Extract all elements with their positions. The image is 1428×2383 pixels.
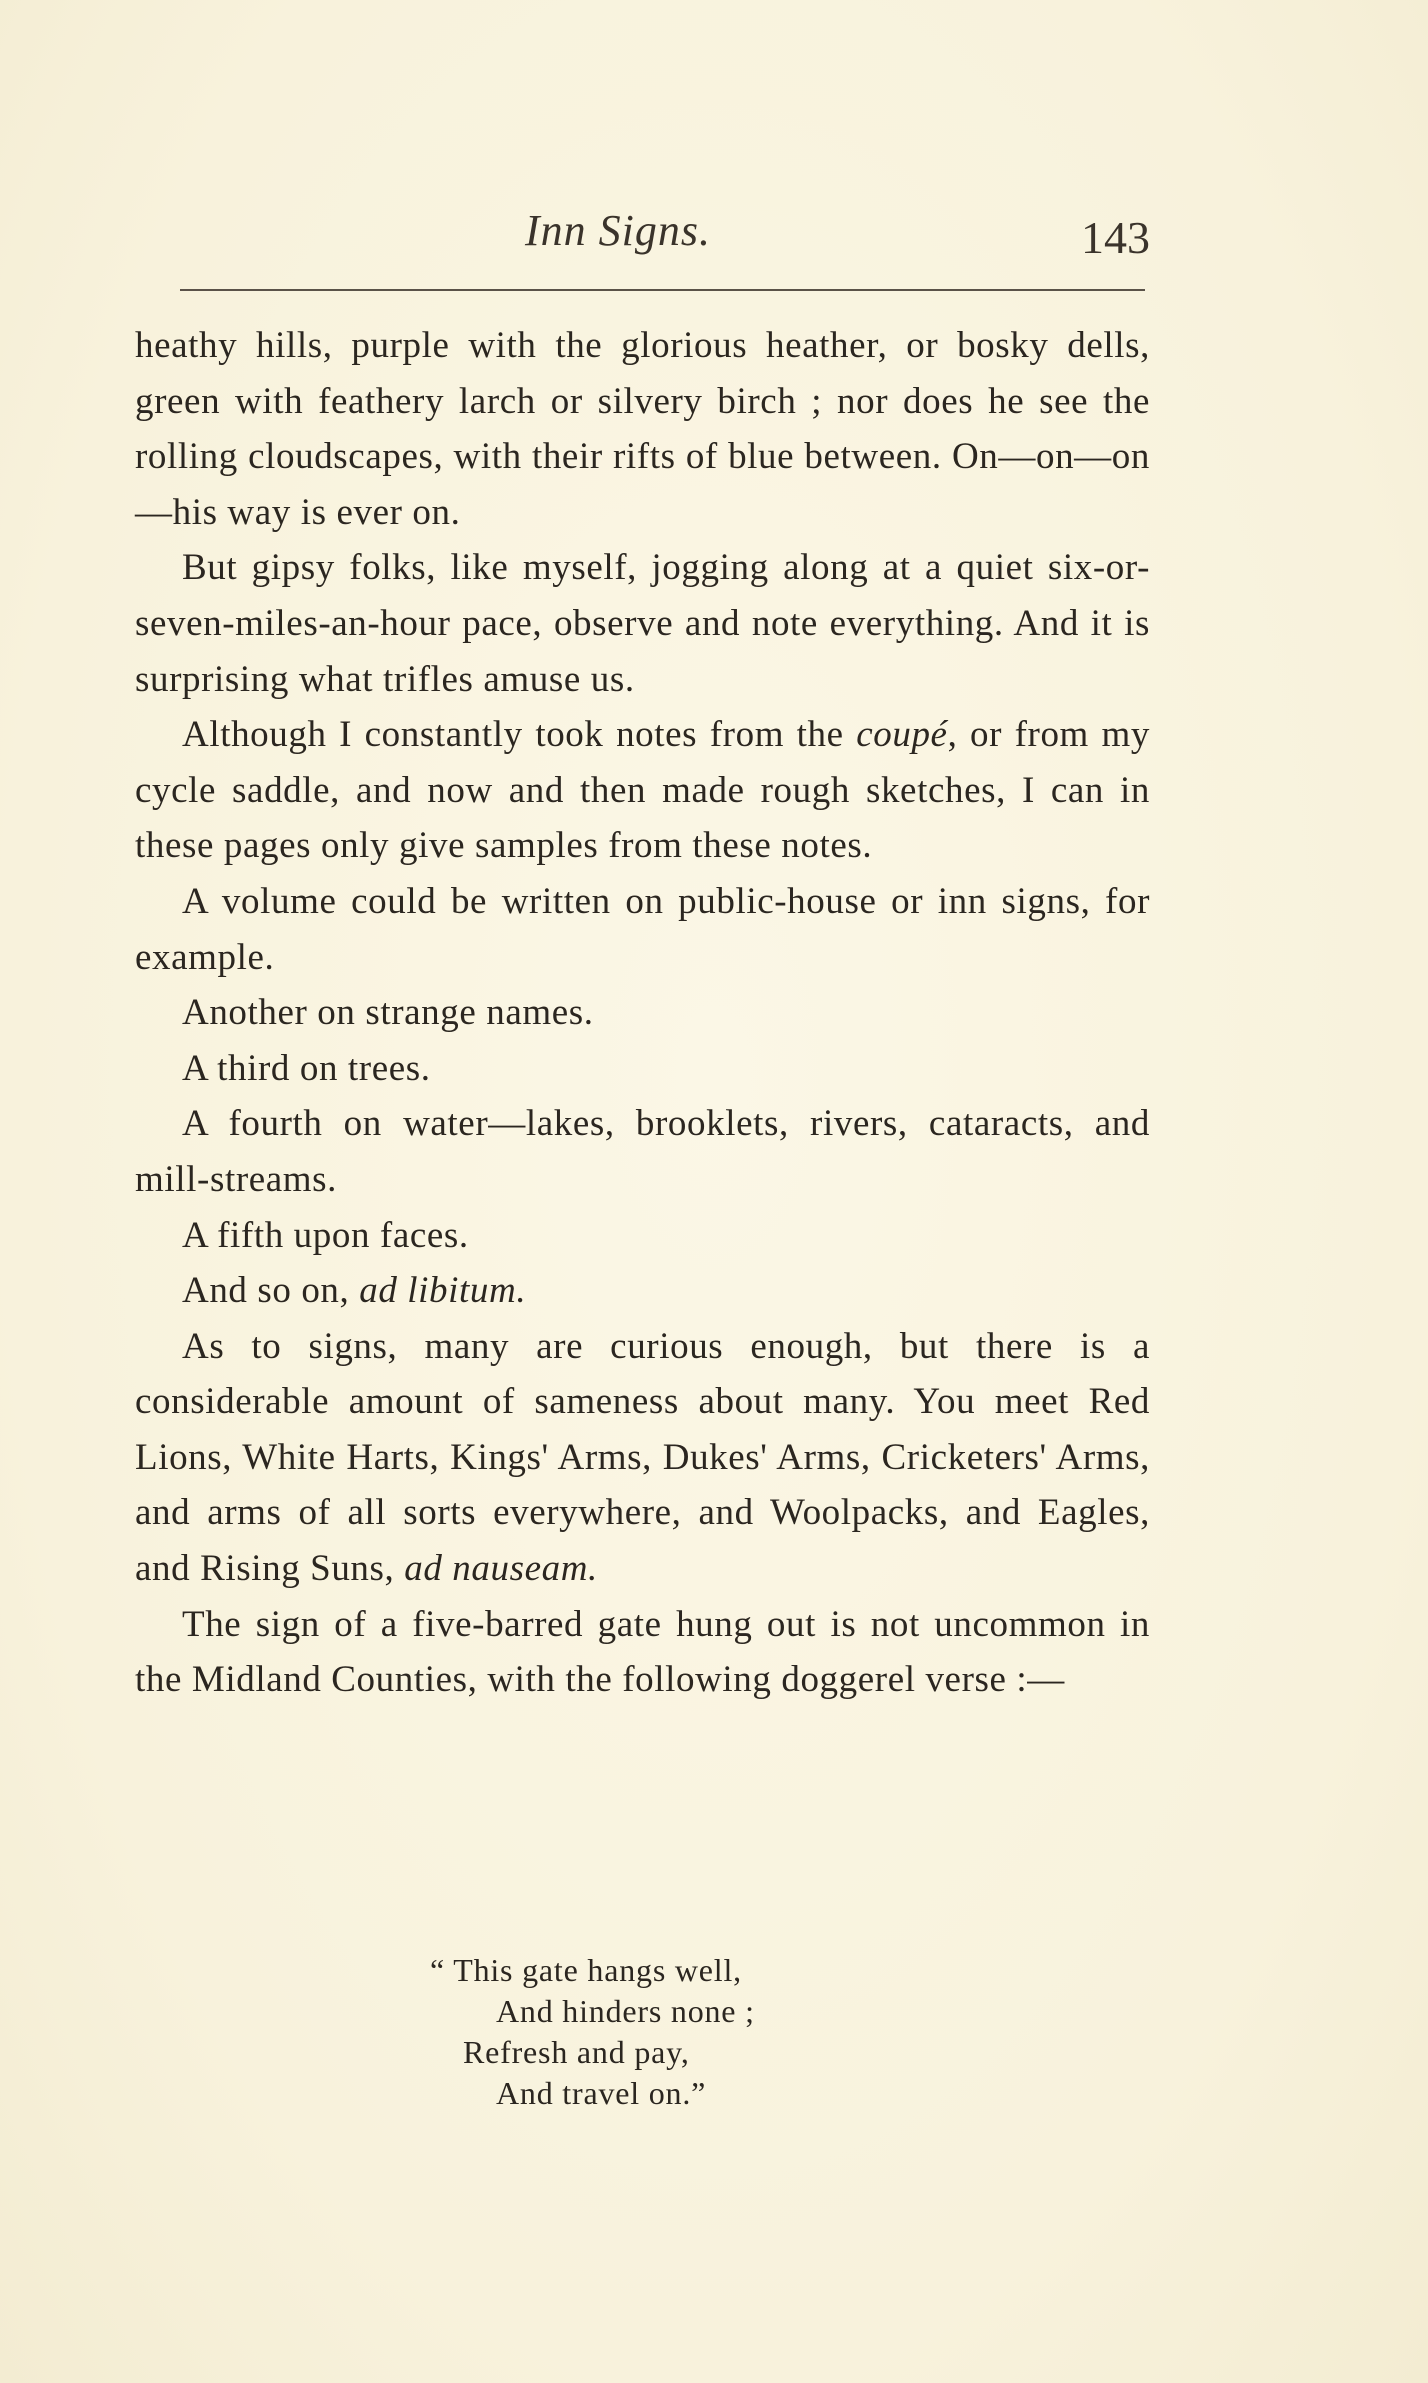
paragraph xyxy=(135,985,1150,1041)
header-rule xyxy=(180,289,1145,291)
text-run: A fourth on water—lakes, brooklets, rivers, cataracts, and mill-streams. xyxy=(135,1103,1150,1200)
paragraph xyxy=(135,1096,1150,1207)
italic-phrase: coupé xyxy=(856,714,948,756)
page-header xyxy=(180,205,1150,275)
text-run: And so on, xyxy=(182,1270,360,1312)
paragraph xyxy=(135,1041,1150,1097)
text-run: Although I constantly took notes from the xyxy=(182,714,857,756)
paragraph xyxy=(135,540,1150,707)
verse-line: Refresh and pay, xyxy=(463,2034,690,2070)
verse-line: And travel on.” xyxy=(496,2075,707,2111)
verse-block xyxy=(430,1950,755,2114)
text-run: heathy hills, purple with the glorious heather, or bosky dells, green with feathery larch or silvery birch ; nor does he see the rolling cloudscapes, with their rifts of blue between. On—on—on—his way is ever on. xyxy=(135,325,1150,533)
text-run: As to signs, many are curious enough, but there is a considerable amount of sameness about many. You meet Red Lions, White Harts, Kings' Arms, Dukes' Arms, Cricketers' Arms, and arms of all sorts everywhere, and Woolpacks, and Eagles, and Rising Suns, xyxy=(135,1325,1150,1590)
body-text xyxy=(135,318,1150,1708)
paragraph xyxy=(135,1208,1150,1264)
text-run: A fifth upon faces. xyxy=(182,1214,469,1256)
paragraph xyxy=(135,707,1150,874)
page-number: 143 xyxy=(1081,212,1150,263)
text-run: The sign of a five-barred gate hung out is not uncommon in the Midland Counties, with the following doggerel verse :— xyxy=(135,1603,1150,1701)
paragraph xyxy=(135,874,1150,985)
paragraph xyxy=(135,1263,1150,1319)
italic-phrase: ad nauseam. xyxy=(404,1548,598,1590)
paragraph xyxy=(135,1597,1150,1708)
paragraph xyxy=(135,1319,1150,1597)
text-run: , or from my cycle saddle, and now and then made rough sketches, I can in these pages only give samples from these notes. xyxy=(135,714,1150,867)
running-head: Inn Signs. xyxy=(525,206,711,255)
text-run: A volume could be written on public-house or inn signs, for example. xyxy=(135,880,1150,978)
paragraph xyxy=(135,318,1150,540)
verse-line: “ This gate hangs well, xyxy=(430,1952,742,1988)
text-run: Another on strange names. xyxy=(182,992,594,1034)
italic-phrase: ad libitum. xyxy=(359,1270,527,1312)
verse-line: And hinders none ; xyxy=(496,1993,755,2029)
text-run: But gipsy folks, like myself, jogging along at a quiet six-or-seven-miles-an-hour pace, observe and note everything. And it is surprising what trifles amuse us. xyxy=(135,547,1150,700)
text-run: A third on trees. xyxy=(182,1047,431,1089)
